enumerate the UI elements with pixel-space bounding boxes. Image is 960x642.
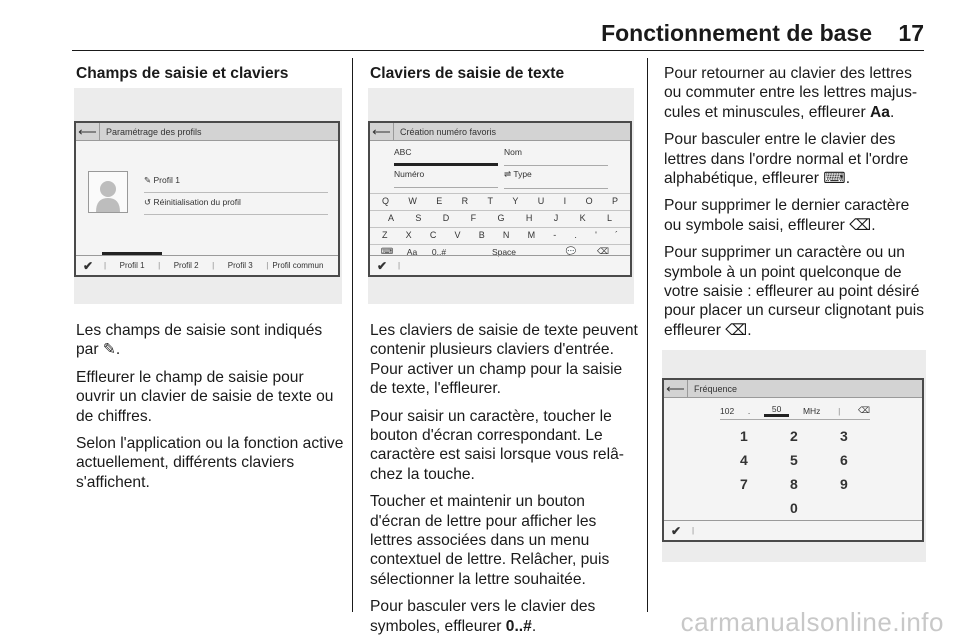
screen-title-bar <box>76 123 338 141</box>
screen-footer: ✔ | <box>370 255 630 275</box>
digit-key[interactable]: 7 <box>740 476 748 492</box>
field-type[interactable] <box>504 169 608 189</box>
digit-key[interactable]: 3 <box>840 428 848 444</box>
key-row-3 <box>374 230 626 240</box>
field-nom[interactable]: Nom <box>504 147 608 166</box>
column-divider-1 <box>352 58 353 612</box>
paragraph: Pour supprimer le dernier caractère ou symbole saisi, effleurer ⌫. <box>664 197 910 234</box>
key-row2-3[interactable]: F <box>470 213 477 223</box>
key-space[interactable]: Space <box>491 246 517 257</box>
screen-title-bar <box>370 123 630 141</box>
screen-frame <box>368 121 632 277</box>
key-row1-6[interactable]: U <box>537 196 545 206</box>
column-2 <box>370 64 636 83</box>
key-row2-7[interactable]: K <box>579 213 586 223</box>
screenshot-number-keyboard <box>662 350 926 562</box>
confirm-check-icon[interactable]: ✔ <box>376 258 388 273</box>
frequency-input[interactable]: 102 . 50 MHz | ⌫ <box>720 402 870 420</box>
key-row2-8[interactable]: L <box>606 213 612 223</box>
screen-frame <box>74 121 340 277</box>
key-row3-10[interactable]: ´ <box>615 230 618 240</box>
section-heading-text-keyboards: Claviers de saisie de texte <box>370 65 565 82</box>
screen-title: Création numéro favoris <box>400 126 497 137</box>
key-row1-1[interactable]: W <box>408 196 417 206</box>
backspace-icon[interactable]: ⌫ <box>596 246 610 256</box>
key-row1-3[interactable]: R <box>461 196 469 206</box>
paragraph: Effleurer le champ de saisie pour ouvrir un clavier de saisie de texte ou de chiffres. <box>76 368 334 425</box>
freq-unit: MHz <box>802 405 821 416</box>
freq-dot: . <box>747 405 751 416</box>
back-arrow-icon[interactable]: ⟵ <box>76 123 100 141</box>
key-row1-2[interactable]: E <box>436 196 443 206</box>
type-icon: ⇌ <box>504 169 512 179</box>
reset-label: Réinitialisation du profil <box>153 197 241 207</box>
key-row3-7[interactable]: - <box>553 230 557 240</box>
digit-key[interactable]: 8 <box>790 476 798 492</box>
key-row1-8[interactable]: O <box>585 196 593 206</box>
key-row3-3[interactable]: V <box>454 230 461 240</box>
key-row3-0[interactable]: Z <box>382 230 388 240</box>
digit-key[interactable]: 1 <box>740 428 748 444</box>
back-arrow-icon[interactable]: ⟵ <box>370 123 394 141</box>
key-row1-0[interactable]: Q <box>382 196 390 206</box>
key-aa[interactable]: Aa <box>406 246 418 257</box>
key-symbols[interactable]: 0..# <box>431 246 447 257</box>
screen-footer: ✔ | <box>664 520 922 540</box>
key-row3-9[interactable]: ' <box>595 230 597 240</box>
confirm-check-icon[interactable]: ✔ <box>670 523 682 538</box>
screen-title: Fréquence <box>694 383 738 394</box>
paragraph: Pour basculer vers le clavier des symboles, effleurer 0..#. <box>370 598 596 635</box>
paragraph: Les champs de saisie sont indiqués par ✎. <box>76 322 323 359</box>
back-arrow-icon[interactable]: ⟵ <box>664 380 688 398</box>
watermark: carmanualsonline.info <box>680 607 944 637</box>
column-3 <box>664 64 926 368</box>
freq-value-50[interactable]: 50 <box>764 404 789 417</box>
reset-profile-row[interactable] <box>144 197 328 215</box>
paragraph: Pour retourner au clavier des lettres ou commuter entre les lettres majuscules et minuscules, effleurer Aa. <box>664 65 918 121</box>
key-row-1 <box>374 196 626 206</box>
key-row3-8[interactable]: . <box>574 230 577 240</box>
key-row3-1[interactable]: X <box>405 230 412 240</box>
key-row1-5[interactable]: Y <box>512 196 519 206</box>
key-row2-2[interactable]: D <box>442 213 450 223</box>
screenshot-profiles <box>74 88 342 304</box>
digit-key[interactable]: 2 <box>790 428 798 444</box>
key-row2-1[interactable]: S <box>415 213 422 223</box>
key-row2-4[interactable]: G <box>497 213 505 223</box>
field-numero[interactable]: Numéro <box>394 169 498 188</box>
paragraph: Pour supprimer un caractère ou un symbole à un point quelconque de votre saisie : effleurer au point désiré pour placer un curseur clignotant puis effleurer ⌫. <box>664 244 925 339</box>
paragraph: Pour saisir un caractère, toucher le bouton d'écran correspondant. Le caractère est saisi lorsque vous relâchez la touche. <box>370 407 624 483</box>
key-row1-4[interactable]: T <box>487 196 494 206</box>
page-number: 17 <box>898 20 924 46</box>
key-row3-4[interactable]: B <box>478 230 485 240</box>
running-header-title: Fonctionnement de base <box>601 20 872 46</box>
tab-profile-common[interactable]: Profil commun <box>272 261 324 270</box>
paragraph: Les claviers de saisie de texte peuvent contenir plusieurs claviers d'entrée. Pour activer un champ pour la saisie de texte, l'effleurer. <box>370 322 638 398</box>
reset-icon: ↺ <box>144 197 152 207</box>
digit-key[interactable]: 5 <box>790 452 798 468</box>
confirm-check-icon[interactable]: ✔ <box>82 258 94 273</box>
tab-profile-3[interactable]: Profil 3 <box>227 261 253 270</box>
pencil-icon: ✎ <box>144 175 152 185</box>
key-row3-5[interactable]: N <box>502 230 510 240</box>
screen-title-bar <box>664 380 922 398</box>
paragraph: Pour basculer entre le clavier des lettres dans l'ordre normal et l'ordre alphabétique, effleurer ⌨. <box>664 131 909 188</box>
paragraph: Toucher et maintenir un bouton d'écran de lettre pour afficher les lettres associées dans un menu contextuel de lettre. Relâcher, puis sélectionner la lettre souhaitée. <box>370 493 610 588</box>
chat-icon[interactable]: 💬 <box>565 246 577 256</box>
tab-profile-1[interactable]: Profil 1 <box>119 261 145 270</box>
avatar-icon <box>88 171 128 213</box>
key-row3-6[interactable]: M <box>527 230 536 240</box>
backspace-icon[interactable]: ⌫ <box>857 405 870 415</box>
screenshot-text-keyboard <box>368 88 634 304</box>
freq-value-102: 102 <box>720 405 735 416</box>
column-1-text <box>76 321 346 500</box>
profile-tabs: ✔ | Profil 1 | Profil 2 | Profil 3 | Profil commun <box>76 255 338 275</box>
section-heading-fields: Champs de saisie et claviers <box>76 65 289 82</box>
key-row2-0[interactable]: A <box>388 213 395 223</box>
digit-key[interactable]: 9 <box>840 476 848 492</box>
digit-key[interactable]: 6 <box>840 452 848 468</box>
profile-row[interactable] <box>144 175 328 193</box>
field-abc[interactable]: ABC <box>394 147 498 166</box>
type-label: Type <box>513 169 532 179</box>
column-1 <box>76 64 342 83</box>
key-row1-7[interactable]: I <box>563 196 567 206</box>
tab-profile-2[interactable]: Profil 2 <box>173 261 199 270</box>
column-divider-2 <box>647 58 648 612</box>
screen-frame <box>662 378 924 542</box>
symbols-key-name: 0..# <box>505 617 532 635</box>
key-row2-5[interactable]: H <box>525 213 533 223</box>
digit-key[interactable]: 0 <box>790 500 798 516</box>
key-row3-2[interactable]: C <box>429 230 437 240</box>
aa-key-name: Aa <box>870 103 890 121</box>
screen-title: Paramétrage des profils <box>106 126 202 137</box>
paragraph: Selon l'application ou la fonction active actuellement, différents claviers s'affichent. <box>76 435 344 491</box>
key-row1-9[interactable]: P <box>611 196 618 206</box>
key-row-2 <box>374 213 626 223</box>
digit-key[interactable]: 4 <box>740 452 748 468</box>
header-rule <box>72 50 924 51</box>
keyboard-toggle-icon[interactable]: ⌨ <box>380 246 394 256</box>
key-row2-6[interactable]: J <box>553 213 559 223</box>
column-2-text <box>370 321 638 642</box>
profile-label: Profil 1 <box>153 175 180 185</box>
